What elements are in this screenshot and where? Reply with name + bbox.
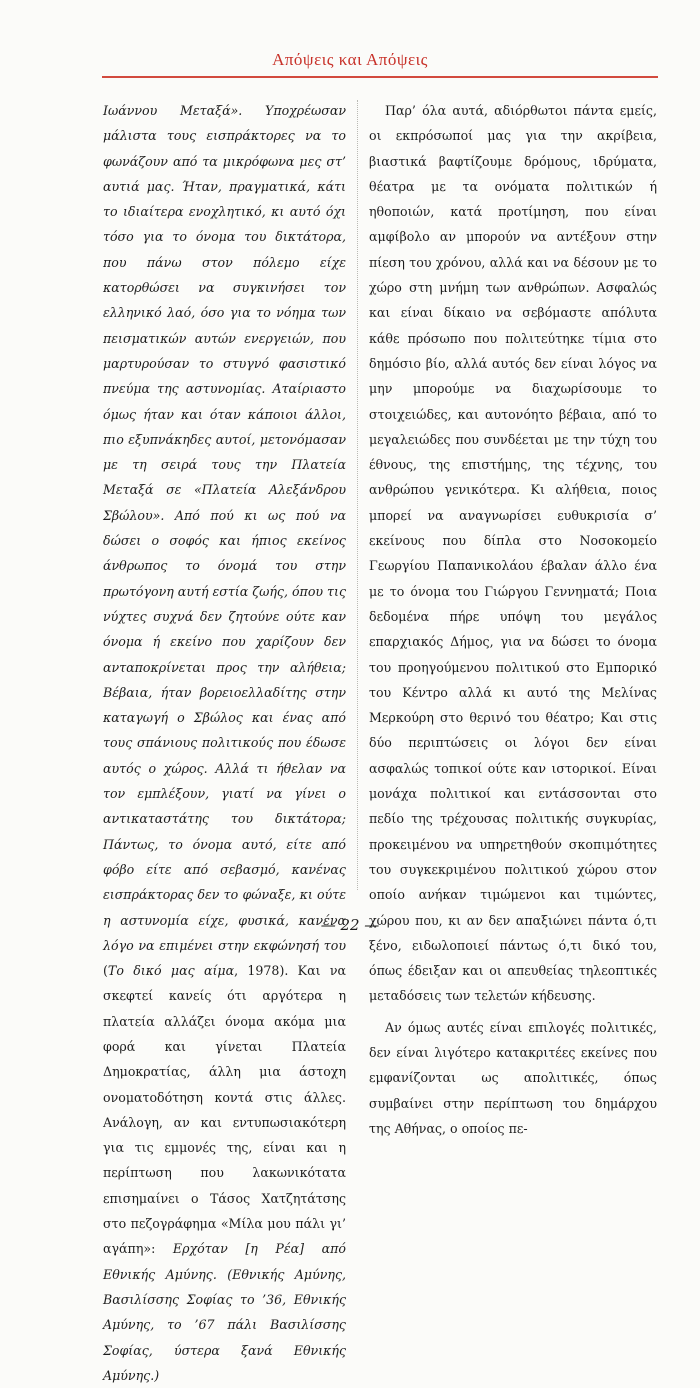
left-text-part-1: Ιωάννου Μεταξά». Υποχρέωσαν μάλιστα τους εισπράκτορες να το φωνάζουν από τα μικρόφωνα μες στ’ αυτιά μας. Ήταν, πραγματικά, κάτι το ιδιαίτερα ενοχλητικό, κι αυτό όχι τόσο για το όνομα του δικτάτορα, που πάνω στον πόλεμο είχε κατορθώσει να συγκινήσει τον ελληνικό λαό, όσο για το νόημα των πεισματικών αυτών ενεργειών, που μαρτυρούσαν το στυγνό φασιστικό πνεύμα της αστυνομίας. Αταίριαστο όμως ήταν και όταν κάποιοι άλλοι, πιο εξυπνάκηδες αυτοί, μετονόμασαν με τη σειρά τους την Πλατεία Μεταξά σε «Πλατεία Αλεξάνδρου Σβώλου». Από πού κι ως πού να δώσει ο σοφός και ήπιος εκείνος άνθρωπος το όνομά του στην πρωτόγονη αυτή εστία ζωής, όπου τις νύχτες συχνά δεν ζητούνε ούτε καν όνομα ή εκείνο που χαρίζουν δεν ανταποκρίνεται προς την αλήθεια; Βέβαια, ήταν βορειοελλαδίτης στην καταγωγή ο Σβώλος και ένας από τους σπάνιους πολιτικούς που έδωσε αυτός ο χώρος. Αλλά τι ήθελαν να τον εμπλέξουν, γιατί να γίνει ο αντικαταστάτης του δικτάτορα; Πάντως, το όνομα αυτό, είτε από φόβο είτε από σεβασμό, κανένας εισπράκτορας δεν το φώναξε, κι ούτε η αστυνομία είχε, φυσικά, κανένα λόγο να επιμένει στην εκφώνησή του [103, 103, 347, 953]
right-paragraph-2: Αν όμως αυτές είναι επιλογές πολιτικές, δεν είναι λιγότερο κατακριτέες εκείνες που εμφανίζονται ως απολιτικές, όπως συμβαίνει στην περίπτωση του δημάρχου της Αθήνας, ο οποίος πε- [369, 1019, 657, 1136]
header-rule [102, 76, 658, 78]
book-title: Το δικό μας αίμα [107, 963, 235, 979]
left-text-part-2: ( [103, 963, 108, 979]
right-column [369, 98, 657, 1141]
quoted-excerpt: Ερχόταν [η Ρέα] από Εθνικής Αμύνης. (Εθνικής Αμύνης, Βασιλίσσης Σοφίας το ’36, Εθνικής Αμύνης, το ’67 πάλι Βασιλίσσης Σοφίας, ύστερα ξανά Εθνικής Αμύνης.) [103, 1241, 347, 1383]
running-title: Απόψεις και Απόψεις [272, 50, 428, 69]
left-column [103, 98, 346, 1388]
left-text-part-4: , 1978). Και να σκεφτεί κανείς ότι αργότερα η πλατεία αλλάζει όνομα ακόμα μια φορά και γίνεται Πλατεία Δημοκρατίας, άλλη μια άστοχη ονοματοδότηση κοντά στις άλλες. Ανάλογη, αν και εντυπωσιακότερη για τις εμμονές της, είναι και η περίπτωση που λακωνικότατα επισημαίνει ο Τάσος Χατζητάτσης στο πεζογράφημα «Μίλα μου πάλι γι’ αγάπη»: [103, 963, 346, 1257]
page-number: — 22 — [320, 916, 380, 934]
right-paragraph-1: Παρ’ όλα αυτά, αδιόρθωτοι πάντα εμείς, οι εκπρόσωποί μας για την ακρίβεια, βιαστικά βαφτίζουμε δρόμους, ιδρύματα, θέατρα με τα ονόματα πολιτικών ή ηθοποιών, κατά προτίμηση, που είναι αμφίβολο αν μπορούν να αντέξουν στην πίεση του χρόνου, αλλά και να δέσουν με το χώρο στη μνήμη των ανθρώπων. Ασφαλώς και είναι δίκαιο να σεβόμαστε απόλυτα κάθε πρόσωπο που πολιτεύτηκε τίμια στο δημόσιο βίο, αλλά αυτός δεν είναι λόγος να μην μπορούμε να διαχωρίσουμε το στοιχειώδες, και αυτονόητο βέβαια, από το μεγαλειώδες που συνδέεται με την τύχη του έθνους, της επιστήμης, της τέχνης, του ανθρώπου γενικότερα. Κι αλήθεια, ποιος μπορεί να αναγνωρίσει ευθυκρισία σ’ εκείνους που δίπλα στο Νοσοκομείο Γεωργίου Παπανικολάου έβαλαν άλλο ένα με το όνομα του Γιώργου Γεννηματά; Ποια δεδομένα πήρε υπόψη του μεγάλος επαρχιακός Δήμος, για να δώσει το όνομα του προηγούμενου πολιτικού στο Εμπορικό του Κέντρο αλλά κι αυτό της Μελίνας Μερκούρη στο θερινό του θέατρο; Και στις δύο περιπτώσεις οι λόγοι δεν είναι ασφαλώς τοπικοί ούτε καν ιστορικοί. Είναι μονάχα πολιτικοί και εντάσσονται στο πεδίο της τρέχουσας πολιτικής συγκυρίας, προκειμένου να υπηρετηθούν σκοπιμότητες του συγκεκριμένου πολιτικού χώρου στον οποίο ανήκαν τιμώμενοι και τιμώντες, χώρου που, κι αν δεν απαξιώνει πάντα ό,τι ξένο, ειδωλοποιεί πάντως ό,τι δικό του, όπως έδειξαν και οι απευθείας τηλεοπτικές μεταδόσεις των τελετών κήδευσης. [369, 103, 657, 1004]
column-divider [357, 100, 358, 890]
left-column-text [103, 98, 346, 1388]
